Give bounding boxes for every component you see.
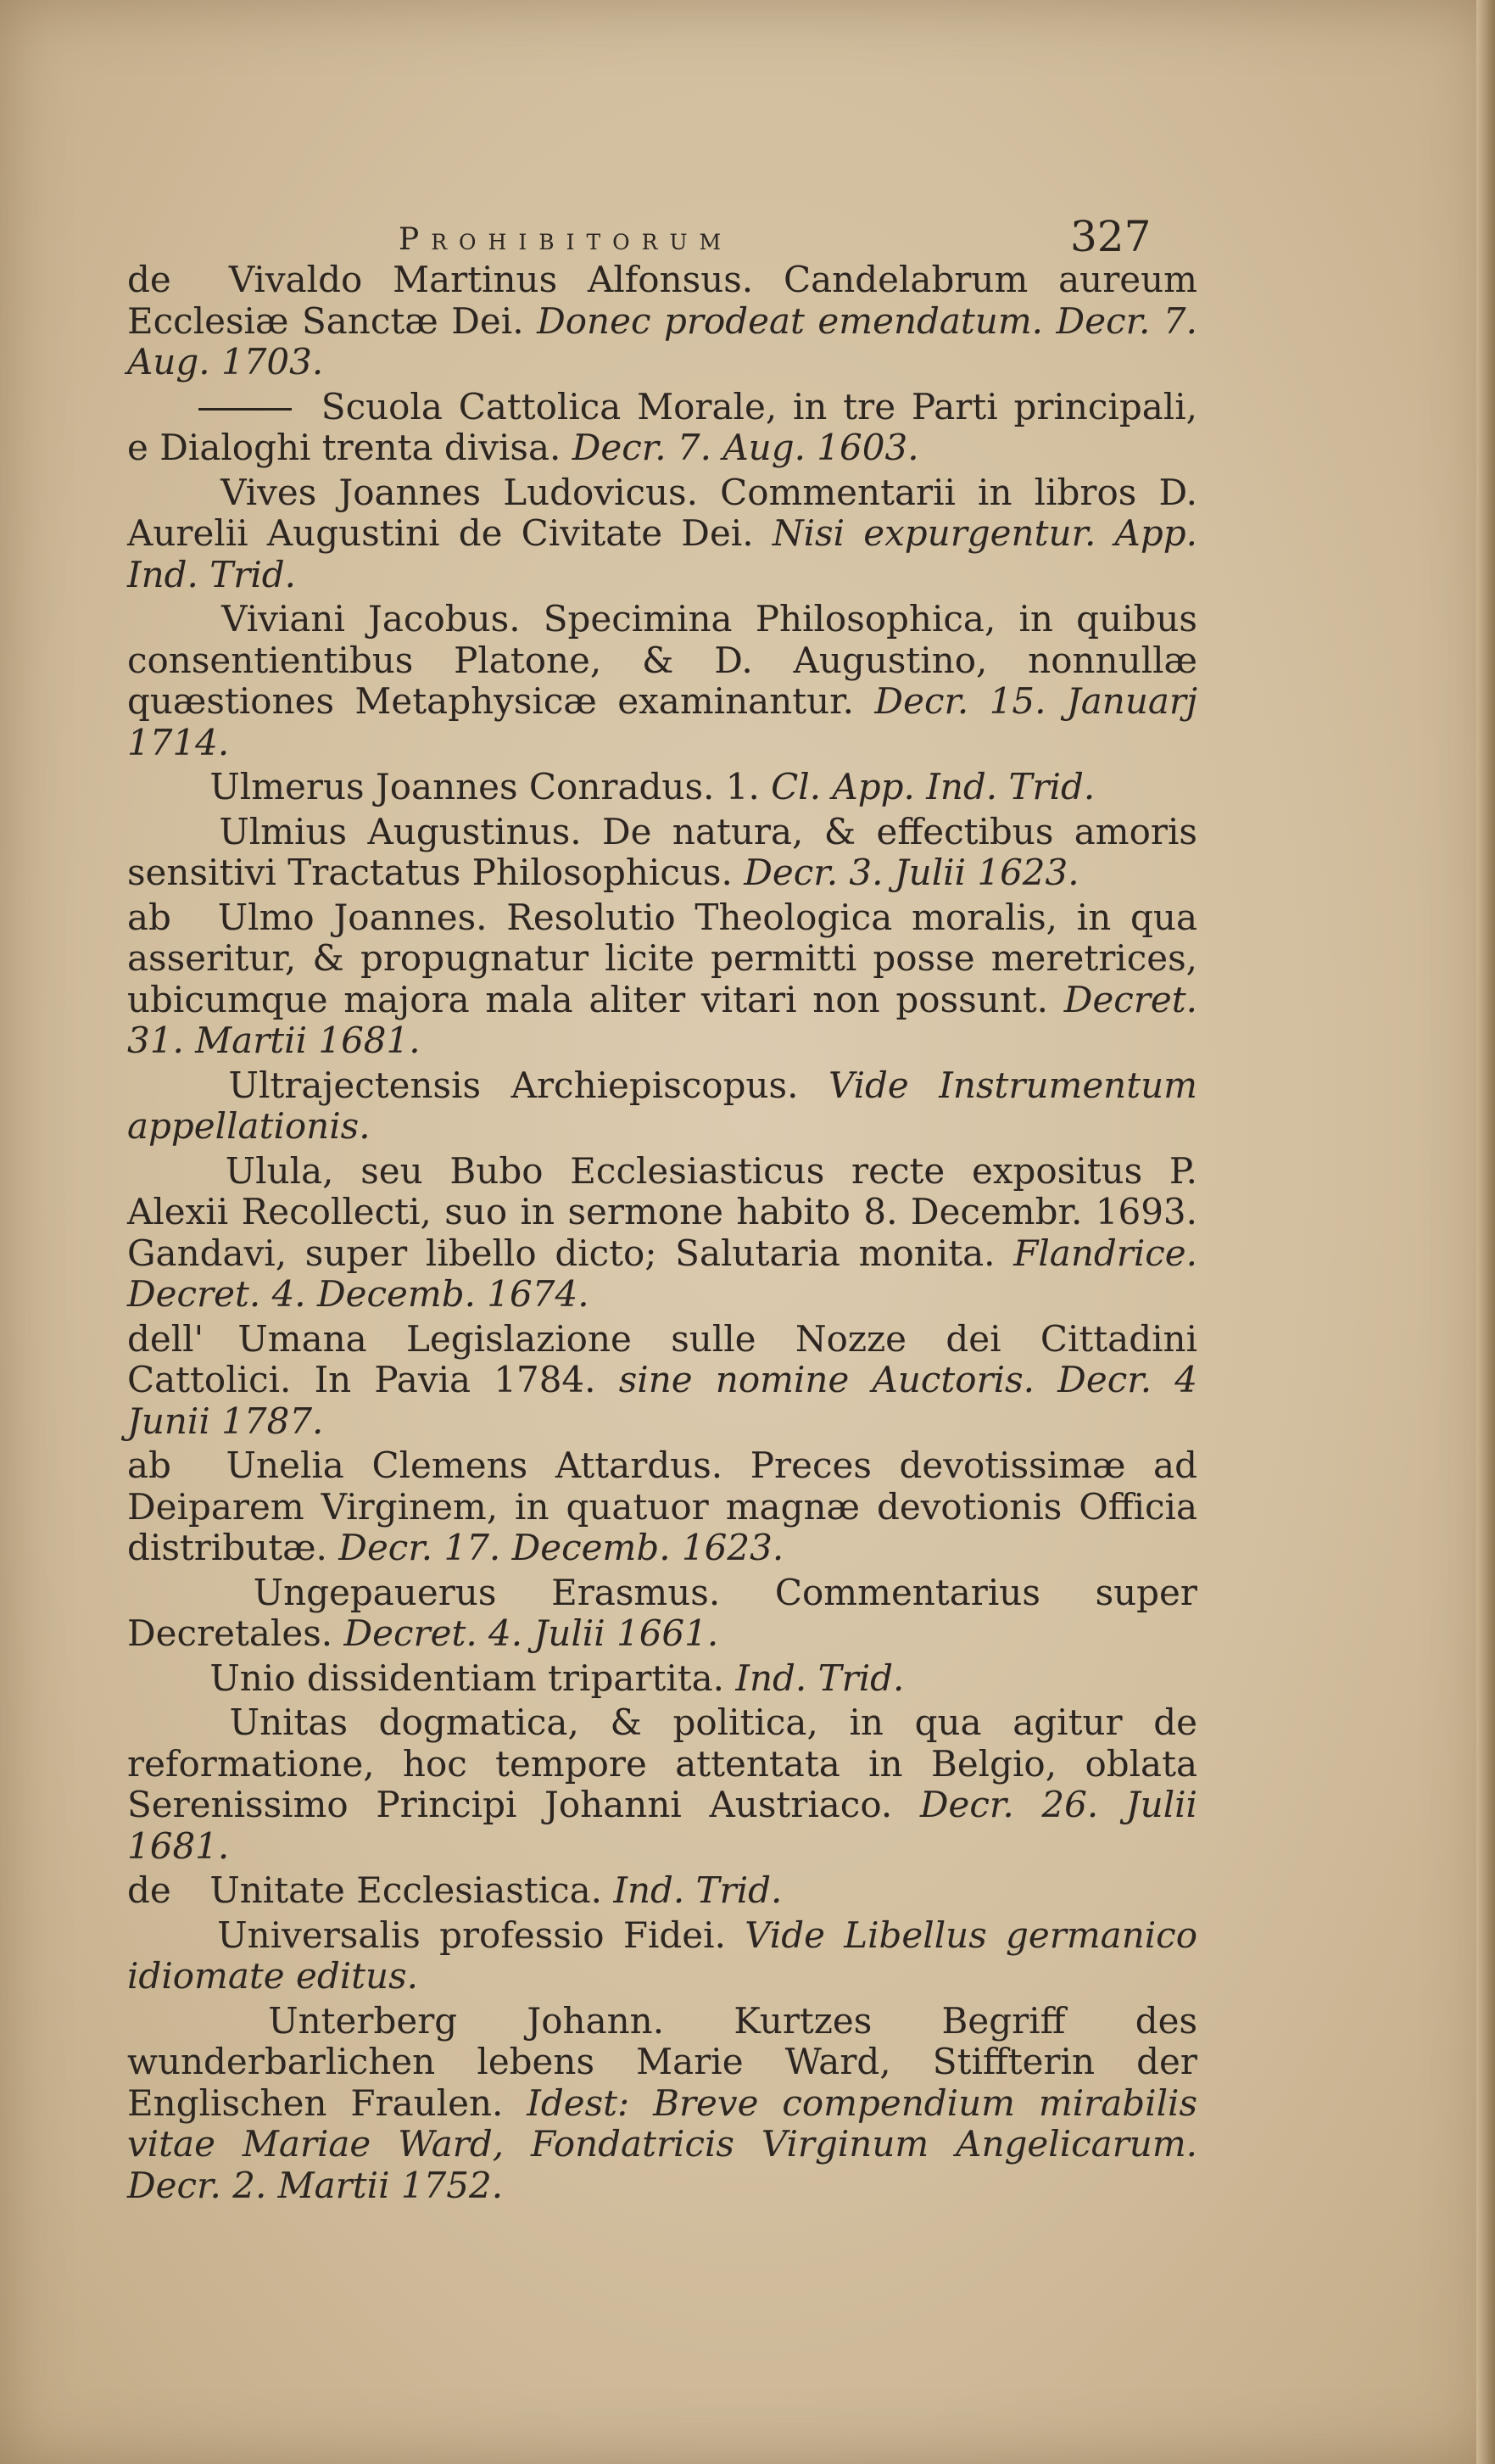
entry-author: Unitate Ecclesiastica.	[209, 1869, 603, 1911]
index-entry	[127, 260, 1197, 383]
entry-title: Scuola Cattolica Morale, in tre Parti principali, e Dialoghi trenta divisa.	[127, 385, 1197, 468]
entry-prefix: ab	[127, 896, 171, 938]
entry-author: Ulmo Joannes.	[217, 896, 488, 938]
index-entry	[127, 599, 1197, 763]
index-entry	[127, 1702, 1197, 1867]
index-entry	[127, 387, 1197, 469]
entry-title: in qua agitur de reformatione, hoc tempore attentata in Belgio, oblata Serenissimo Principi Johanni Austriaco.	[127, 1701, 1198, 1825]
entry-author: Ultrajectensis Archiepiscopus.	[228, 1064, 799, 1106]
entry-title: Resolutio Theologica moralis, in qua asseritur, & propugnatur licite permitti posse meretrices, ubicumque majora mala aliter vitari non possunt.	[127, 896, 1197, 1020]
index-entry	[127, 1065, 1197, 1148]
entry-author: Ulmerus Joannes Conradus.	[209, 766, 715, 807]
entry-censure: Decr. 15. Januarj 1714.	[127, 680, 1198, 763]
entry-author: Unterberg Johann.	[268, 1999, 665, 2042]
index-entries	[127, 260, 1197, 2210]
entry-censure: Cl. App. Ind. Trid.	[771, 766, 1096, 807]
entry-author: Unio dissidentiam tripartita.	[209, 1657, 725, 1699]
entry-prefix: dell'	[127, 1317, 204, 1360]
entry-censure: Decret. 31. Martii 1681.	[127, 978, 1197, 1061]
entry-censure: Vide Libellus germanico idiomate editus.	[127, 1914, 1197, 1997]
entry-censure: Ind. Trid.	[613, 1869, 783, 1911]
entry-author: Umana Legislazione sulle Nozze dei Cittadini Cattolici.	[127, 1317, 1197, 1400]
index-entry	[127, 1915, 1197, 1997]
index-entry	[127, 897, 1197, 1062]
entry-author: Universalis professio Fidei.	[217, 1914, 726, 1956]
entry-censure: Nisi expurgentur. App. Ind. Trid.	[127, 512, 1197, 595]
entry-author: Vives Joannes Ludovicus.	[220, 471, 698, 513]
entry-censure: Decr. 3. Julii 1623.	[744, 852, 1079, 893]
entry-title: De natura, & effectibus amoris sensitivi Tractatus Philosophicus.	[127, 810, 1197, 893]
entry-title: Commentarius super Decretales.	[127, 1571, 1197, 1654]
index-entry	[127, 1445, 1197, 1569]
index-entry	[127, 2001, 1197, 2207]
entry-prefix: de	[127, 1869, 171, 1911]
index-entry	[127, 812, 1197, 894]
entry-title: Commentarii in libros D. Aurelii Augustini de Civitate Dei.	[127, 471, 1197, 554]
entry-censure: Ind. Trid.	[735, 1657, 905, 1699]
index-entry	[127, 767, 1197, 808]
index-entry	[127, 1658, 1197, 1700]
index-entry	[127, 1151, 1197, 1316]
index-entry	[127, 1573, 1197, 1655]
index-entry	[127, 1319, 1197, 1443]
entry-censure: Decr. 7. Aug. 1603.	[572, 427, 919, 468]
page-edge	[1476, 0, 1495, 2464]
entry-author: Ulmius Augustinus.	[219, 810, 582, 852]
entry-author: Unelia Clemens Attardus.	[226, 1444, 723, 1486]
entry-title: In Pavia 1784.	[314, 1359, 596, 1400]
entry-censure: Vide Instrumentum appellationis.	[127, 1064, 1197, 1147]
entry-author: Vivaldo Martinus Alfonsus.	[228, 259, 754, 300]
entry-censure: Decr. 26. Julii 1681.	[127, 1784, 1197, 1867]
entry-censure: Flandrice. Decret. 4. Decemb. 1674.	[127, 1232, 1197, 1315]
entry-censure: Decret. 4. Julii 1661.	[343, 1612, 719, 1654]
page-number: 327	[1070, 212, 1152, 261]
entry-censure: Idest: Breve compendium mirabilis vitae Mariae Ward, Fondatricis Virginum Angelicarum. Decr. 2. Martii 1752.	[127, 2081, 1197, 2206]
entry-title: 1.	[725, 766, 760, 807]
index-entry	[127, 472, 1197, 596]
entry-author: Unitas dogmatica, & politica,	[229, 1701, 818, 1743]
entry-censure: Decr. 17. Decemb. 1623.	[338, 1527, 784, 1568]
entry-title: Kurtzes Begriff des wunderbarlichen lebens Marie Ward, Stiffterin der Englischen Fraulen.	[127, 1999, 1197, 2124]
entry-author: Ungepauerus Erasmus.	[253, 1571, 721, 1613]
entry-censure: sine nomine Auctoris. Decr. 4 Junii 1787.	[127, 1359, 1197, 1442]
entry-title: Preces devotissimæ ad Deiparem Virginem, in quatuor magnæ devotionis Officia distributæ.	[127, 1444, 1197, 1568]
entry-author: Ulula, seu Bubo Ecclesiasticus recte expositus P. Alexii Recollecti,	[127, 1149, 1197, 1232]
ditto-dash	[198, 408, 292, 411]
entry-censure: Donec prodeat emendatum. Decr. 7. Aug. 1703.	[127, 299, 1197, 383]
entry-title: Candelabrum aureum Ecclesiæ Sanctæ Dei.	[127, 259, 1198, 342]
entry-title: suo in sermone habito 8. Decembr. 1693. Gandavi, super libello dicto; Salutaria monita.	[127, 1191, 1197, 1274]
entry-title: Specimina Philosophica, in quibus consentientibus Platone, & D. Augustino, nonnullæ quæstiones Metaphysicæ examinantur.	[127, 598, 1197, 722]
running-head: Prohibitorum	[399, 222, 734, 257]
entry-prefix: ab	[127, 1444, 171, 1486]
index-entry	[127, 1870, 1197, 1912]
entry-prefix: de	[127, 259, 171, 300]
entry-author: Viviani Jacobus.	[221, 598, 521, 640]
